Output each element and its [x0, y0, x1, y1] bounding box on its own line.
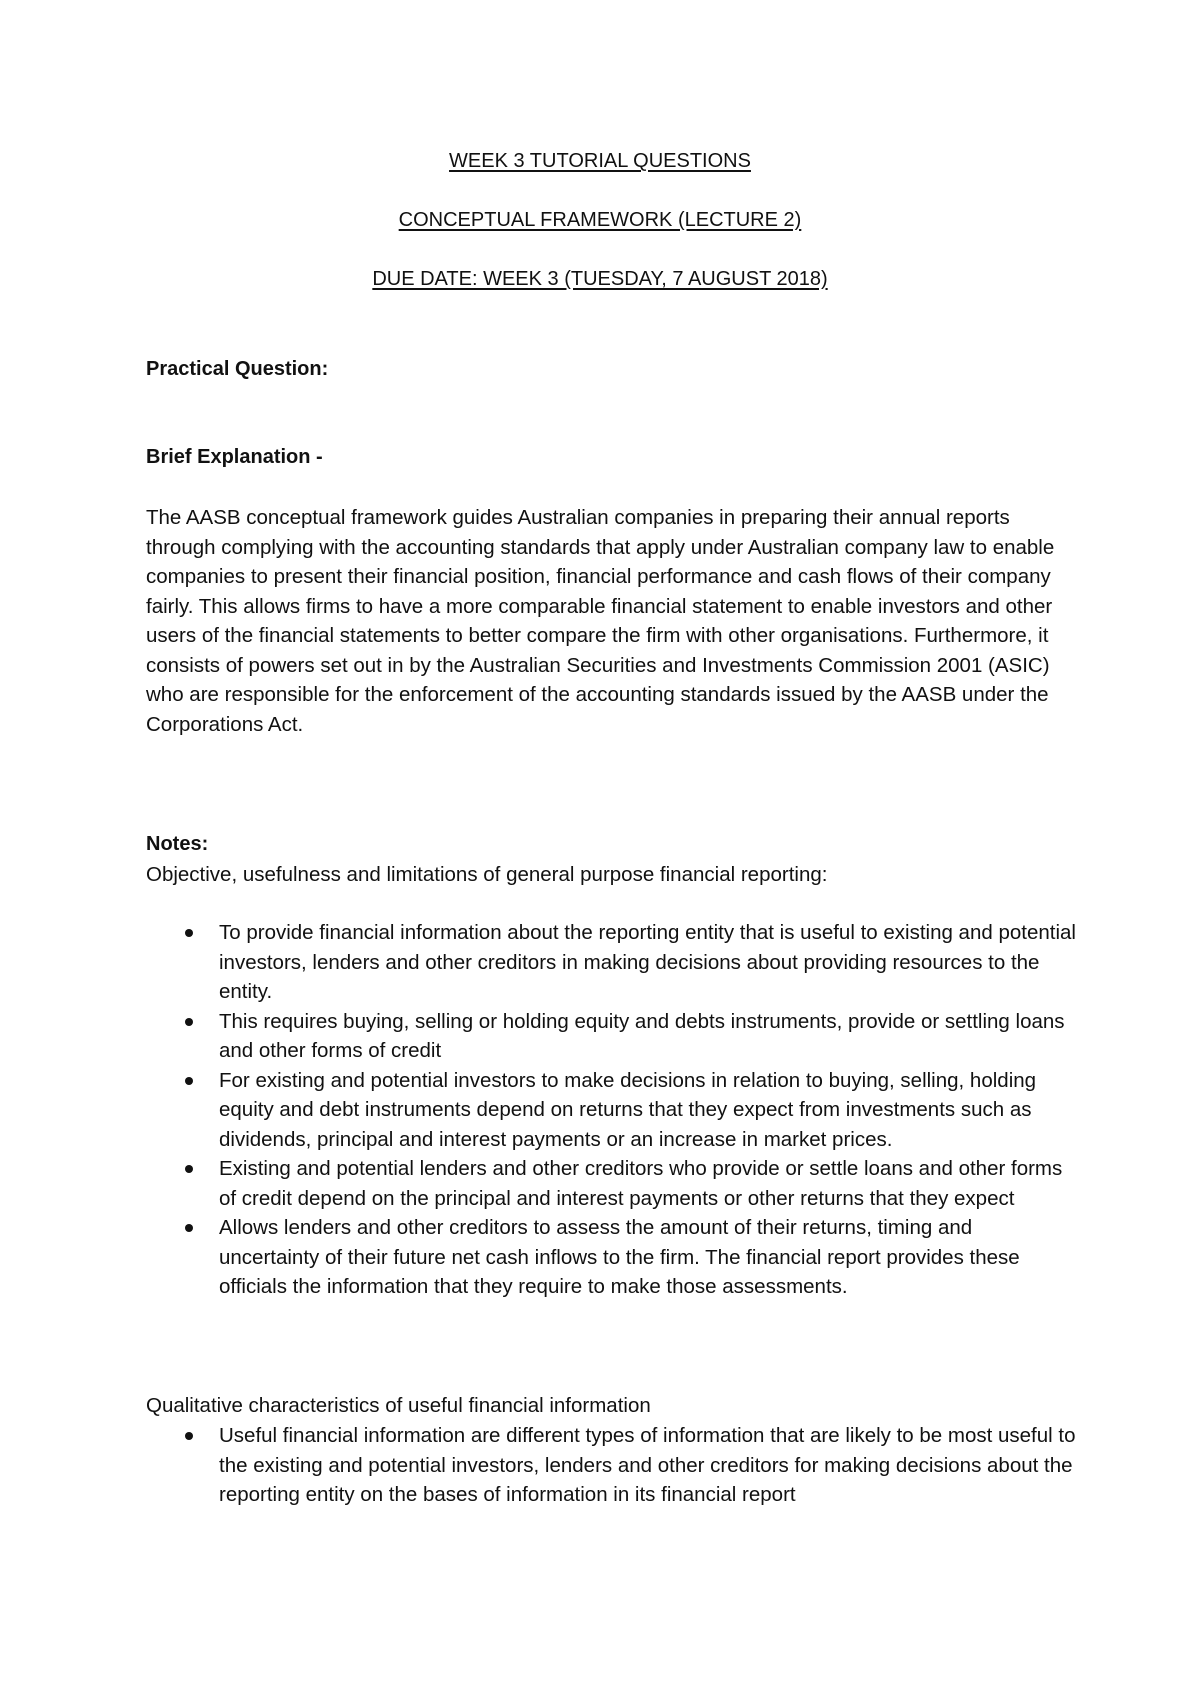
due-date: DUE DATE: WEEK 3 (TUESDAY, 7 AUGUST 2018): [372, 268, 828, 290]
document-subtitle: CONCEPTUAL FRAMEWORK (LECTURE 2): [398, 209, 802, 231]
bullet-text: Useful financial information are different types of information that are likely to be most useful to the existing and potential investors, lenders and other creditors for making decisions about the reporting entity on the bases of information in its financial report: [219, 1424, 1076, 1506]
bullet-icon: [185, 929, 193, 937]
bullet-icon: [185, 1018, 193, 1026]
explanation-paragraph: The AASB conceptual framework guides Australian companies in preparing their annual reports through complying with the accounting standards that apply under Australian company law to enable companies to present their financial position, financial performance and cash flows of their company fairly. This allows firms to have a more comparable financial statement to enable investors and other users of the financial statements to better compare the firm with other organisations. Furthermore, it consists of powers set out in by the Australian Securities and Investments Commission 2001 (ASIC) who are responsible for the enforcement of the accounting standards issued by the AASB under the Corporations Act.: [146, 506, 1055, 736]
bullet-icon: [185, 1432, 193, 1440]
brief-explanation-heading: Brief Explanation -: [146, 446, 323, 468]
bullet-text: Existing and potential lenders and other creditors who provide or settle loans and other forms of credit depend on the principal and interest payments or other returns that they expect: [219, 1157, 1063, 1210]
qualitative-bullet-list: [146, 1421, 1076, 1510]
notes-heading: Notes:: [146, 833, 209, 855]
bullet-text: This requires buying, selling or holding equity and debts instruments, provide or settling loans and other forms of credit: [219, 1009, 1065, 1062]
bullet-icon: [185, 1077, 193, 1085]
qualitative-subheading: Qualitative characteristics of useful financial information: [146, 1394, 651, 1417]
list-item: [146, 918, 1076, 1007]
list-item: [146, 1066, 1076, 1155]
practical-question-heading: Practical Question:: [146, 358, 329, 380]
list-item: [146, 1154, 1076, 1213]
objective-bullet-list: [146, 918, 1076, 1302]
bullet-icon: [185, 1165, 193, 1173]
list-item: [146, 1421, 1076, 1510]
list-item: [146, 1007, 1076, 1066]
bullet-text: For existing and potential investors to make decisions in relation to buying, selling, holding equity and debt instruments depend on returns that they expect from investments such as dividends, principal and interest payments or an increase in market prices.: [219, 1068, 1037, 1151]
list-item: [146, 1213, 1076, 1302]
bullet-text: To provide financial information about the reporting entity that is useful to existing and potential investors, lenders and other creditors in making decisions about providing resources to the entity.: [219, 921, 1076, 1003]
objective-subheading: Objective, usefulness and limitations of general purpose financial reporting:: [146, 863, 828, 886]
bullet-icon: [185, 1224, 193, 1232]
document-title: WEEK 3 TUTORIAL QUESTIONS: [449, 150, 751, 172]
bullet-text: Allows lenders and other creditors to assess the amount of their returns, timing and uncertainty of their future net cash inflows to the firm. The financial report provides these officials the information that they require to make those assessments.: [219, 1216, 1020, 1298]
